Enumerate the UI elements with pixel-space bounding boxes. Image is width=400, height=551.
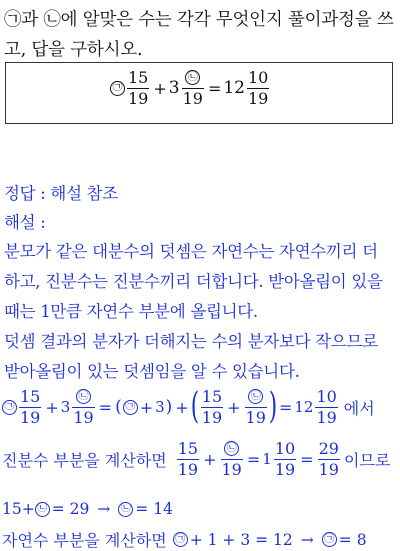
- question-equation: [110, 69, 271, 107]
- denominator: 19: [182, 89, 203, 108]
- denominator: 19: [248, 89, 269, 108]
- fraction: [201, 388, 223, 426]
- prefix-text: 진분수 부분을 계산하면: [2, 450, 167, 470]
- question-equation-box: [5, 62, 393, 124]
- fraction-b-19: [182, 69, 204, 107]
- arrow-icon: →: [300, 530, 314, 549]
- denominator: 19: [316, 408, 337, 427]
- numerator: [184, 69, 201, 88]
- explanation-line: 때는 1만큼 자연수 부분에 올립니다.: [4, 302, 258, 321]
- question-line-1: ㉠과 ㉡에 알맞은 수는 각각 무엇인지 풀이과정을 쓰: [4, 10, 394, 30]
- explanation-label: 해설 :: [4, 213, 46, 232]
- circle-a-symbol: ㉠: [110, 81, 125, 96]
- solution-equation-1: [2, 388, 375, 426]
- fraction: [19, 388, 41, 426]
- plus-sign: +: [153, 78, 167, 98]
- fraction: [274, 440, 296, 478]
- numerator: [75, 388, 92, 407]
- whole-number: 3: [168, 78, 180, 98]
- rhs-text: = 8: [338, 530, 367, 549]
- lhs-text: 15+: [2, 500, 35, 518]
- denominator: 19: [73, 408, 94, 427]
- circle-b-symbol: ㉡: [35, 502, 50, 517]
- denominator: 19: [318, 460, 339, 479]
- explanation-line: 하고, 진분수는 진분수끼리 더합니다. 받아올림이 있을: [4, 272, 383, 291]
- circle-b-symbol: ㉡: [118, 502, 133, 517]
- solution-equation-2: [2, 440, 390, 478]
- explanation-line: 받아올림이 있는 덧셈임을 알 수 있습니다.: [4, 362, 300, 381]
- circle-b-symbol: ㉡: [224, 441, 239, 456]
- circle-a-symbol: ㉠: [322, 532, 337, 547]
- close-paren: ): [165, 397, 173, 417]
- whole-number: 1: [262, 450, 272, 468]
- numerator: 15: [201, 386, 223, 406]
- denominator: 19: [201, 408, 223, 427]
- explanation-line: 덧셈 결과의 분자가 더해지는 수의 분자보다 작으므로: [4, 332, 378, 351]
- plus-sign: +: [227, 397, 241, 417]
- circle-a-symbol: ㉠: [123, 400, 138, 415]
- circle-a-symbol: ㉠: [173, 532, 188, 547]
- whole-number: 3: [60, 398, 71, 416]
- fraction: [315, 388, 337, 426]
- denominator: 19: [245, 408, 266, 427]
- fraction: [177, 440, 199, 478]
- circle-a-symbol: ㉠: [2, 400, 17, 415]
- whole-number: 3: [155, 398, 165, 416]
- circle-b-symbol: ㉡: [248, 389, 263, 404]
- solution-equation-3: [2, 500, 173, 518]
- circle-b-symbol: ㉡: [185, 70, 200, 85]
- mid-text: = 29: [51, 500, 90, 518]
- denominator: 19: [177, 460, 199, 479]
- numerator: 15: [128, 67, 149, 87]
- equals-sign: =: [246, 449, 261, 469]
- equals-sign: =: [300, 449, 314, 469]
- circle-b-symbol: ㉡: [76, 389, 91, 404]
- numerator: 10: [248, 67, 269, 87]
- whole-number: 12: [294, 398, 314, 416]
- plus-sign: +: [175, 397, 189, 417]
- question-line-2: 고, 답을 구하시오.: [4, 40, 143, 60]
- explanation-line: 분모가 같은 대분수의 덧셈은 자연수는 자연수끼리 더: [4, 242, 378, 261]
- answer-label: 정답 : 해설 참조: [4, 184, 118, 203]
- equals-sign: =: [278, 397, 293, 417]
- prefix-text: 자연수 부분을 계산하면: [2, 531, 167, 550]
- equals-sign: =: [207, 78, 222, 98]
- numerator: 10: [274, 438, 296, 458]
- denominator: 19: [20, 408, 41, 427]
- fraction: [221, 440, 243, 478]
- open-paren: (: [115, 397, 122, 417]
- numerator: [223, 440, 240, 459]
- whole-number: 12: [223, 78, 245, 98]
- numerator: 29: [318, 438, 339, 458]
- big-open-paren: (: [190, 386, 199, 427]
- denominator: 19: [221, 460, 242, 479]
- plus-sign: +: [139, 397, 154, 417]
- fraction-15-19: [127, 69, 149, 107]
- mid-text: + 1 + 3 = 12: [189, 530, 293, 549]
- big-close-paren: ): [268, 386, 278, 427]
- numerator: 10: [316, 386, 337, 406]
- fraction: [72, 388, 94, 426]
- suffix-text: 이므로: [343, 450, 391, 470]
- numerator: 15: [20, 386, 41, 406]
- rhs-text: = 14: [135, 500, 173, 518]
- equals-sign: =: [98, 397, 113, 417]
- arrow-icon: →: [97, 500, 111, 518]
- fraction: [245, 388, 267, 426]
- numerator: [247, 388, 264, 407]
- denominator: 19: [128, 89, 149, 108]
- fraction: [318, 440, 340, 478]
- fraction-10-19: [247, 69, 269, 107]
- plus-sign: +: [45, 397, 59, 417]
- suffix-text: 에서: [343, 398, 375, 418]
- plus-sign: +: [203, 449, 217, 469]
- denominator: 19: [274, 460, 296, 479]
- solution-equation-4: [2, 528, 367, 551]
- numerator: 15: [177, 438, 199, 458]
